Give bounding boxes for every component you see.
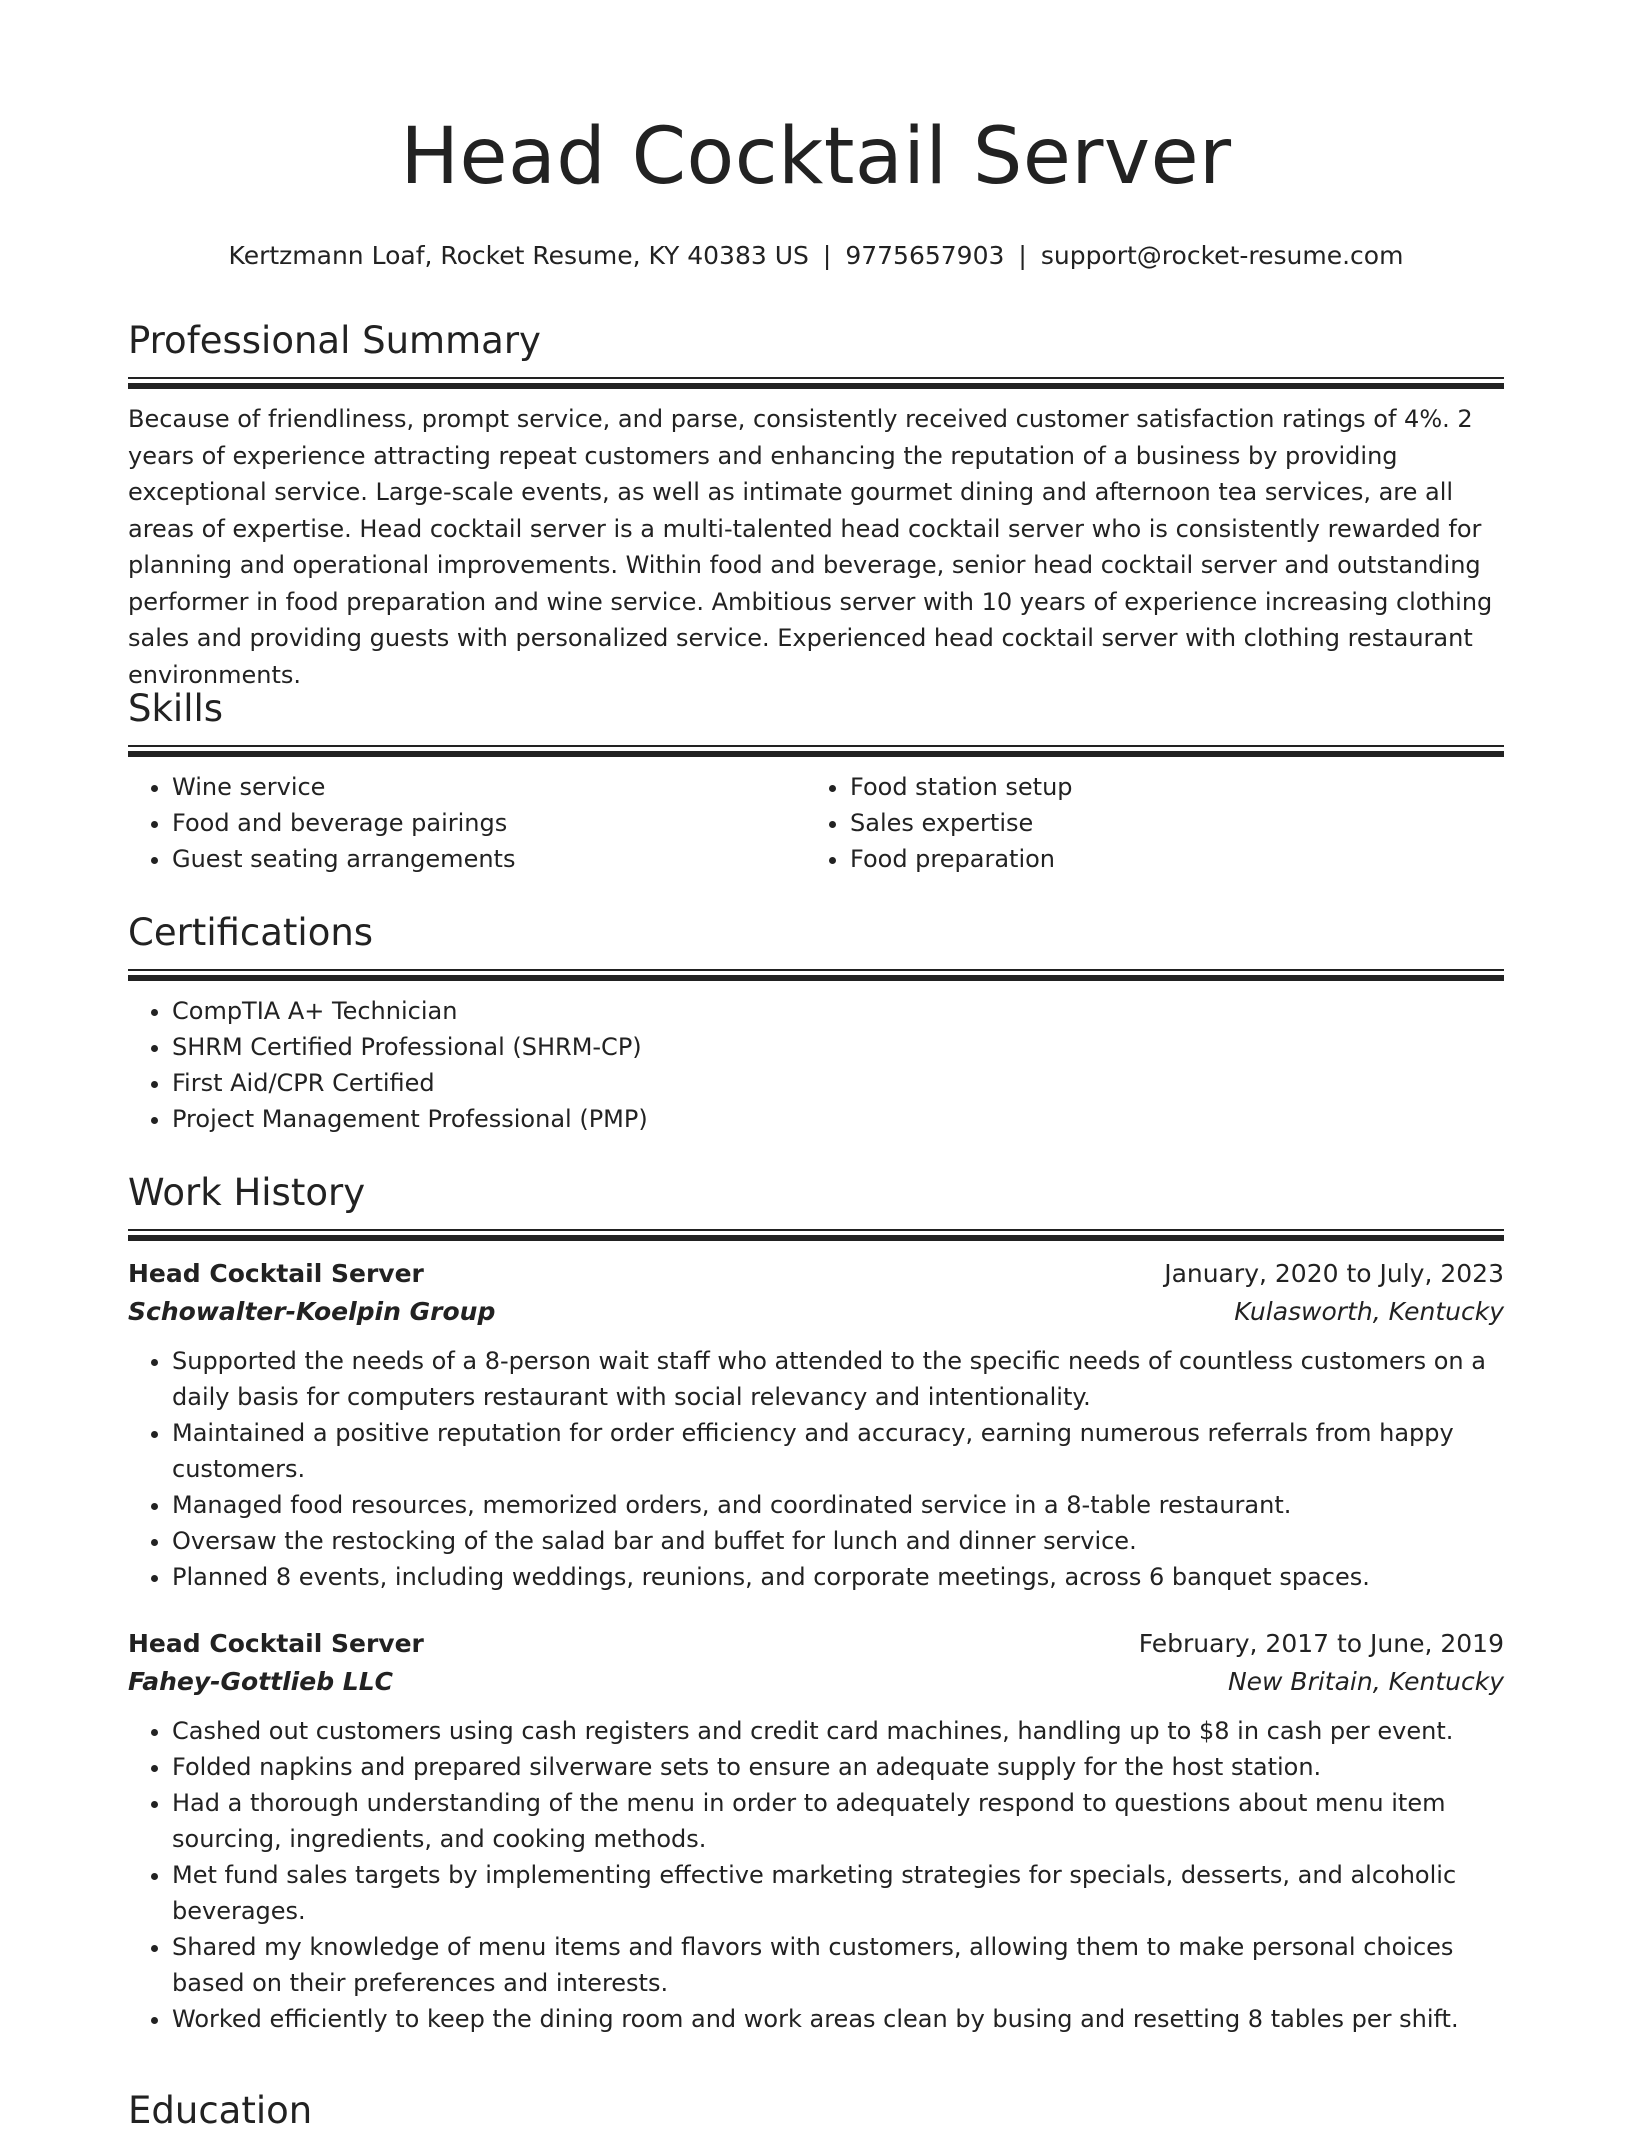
job-header-row [128, 1255, 1504, 1293]
contact-email[interactable]: support@rocket-resume.com [1040, 241, 1404, 270]
job-dates: January, 2020 to July, 2023 [1164, 1259, 1504, 1288]
job-company-row [128, 1663, 1504, 1701]
job-title: Head Cocktail Server [128, 1629, 424, 1658]
section-title-education: Education [128, 2089, 313, 2132]
skill-item: • Wine service [172, 769, 806, 805]
job-company: Schowalter-Koelpin Group [128, 1297, 496, 1326]
job-bullet: • Folded napkins and prepared silverware sets to ensure an adequate supply for the host station. [172, 1749, 1504, 1785]
skills-column-right [806, 769, 1484, 877]
section-summary [128, 318, 1504, 693]
skill-item: • Sales expertise [850, 805, 1484, 841]
skill-item: • Food and beverage pairings [172, 805, 806, 841]
summary-text: Because of friendliness, prompt service, and parse, consistently received customer satisfaction ratings of 4%. 2 years of experience attracting repeat customers and enhancing the reputation of a business by providing exceptional service. Large-scale events, as well as intimate gourmet dining and afternoon tea services, are all areas of expertise. Head cocktail server is a multi-talented head cocktail server who is consistently rewarded for planning and operational improvements. Within food and beverage, senior head cocktail server and outstanding performer in food preparation and wine service. Ambitious server with 10 years of experience increasing clothing sales and providing guests with personalized service. Experienced head cocktail server with clothing restaurant environments. [128, 405, 1493, 689]
section-divider [128, 1229, 1504, 1241]
job-location: Kulasworth, Kentucky [1234, 1297, 1504, 1326]
skill-item: • Food preparation [850, 841, 1484, 877]
job-header-row [128, 1625, 1504, 1663]
job-bullet: • Planned 8 events, including weddings, reunions, and corporate meetings, across 6 banquet spaces. [172, 1559, 1504, 1595]
section-certifications [128, 910, 1504, 1137]
job-bullets [128, 1713, 1504, 2037]
skill-item: • Food station setup [850, 769, 1484, 805]
job-bullet: • Shared my knowledge of menu items and flavors with customers, allowing them to make personal choices based on their preferences and interests. [172, 1929, 1504, 2001]
skill-item: • Guest seating arrangements [172, 841, 806, 877]
job-bullet: • Oversaw the restocking of the salad bar and buffet for lunch and dinner service. [172, 1523, 1504, 1559]
section-divider [128, 745, 1504, 757]
skills-column-left [128, 769, 806, 877]
resume-name: Head Cocktail Server [400, 112, 1232, 202]
certifications-list [128, 993, 1504, 1137]
job-company: Fahey-Gottlieb LLC [128, 1667, 394, 1696]
section-divider [128, 377, 1504, 389]
job-bullets [128, 1343, 1504, 1595]
job-bullet: • Worked efficiently to keep the dining room and work areas clean by busing and resetting 8 tables per shift. [172, 2001, 1504, 2037]
job-bullet: • Had a thorough understanding of the menu in order to adequately respond to questions about menu item sourcing, ingredients, and cooking methods. [172, 1785, 1504, 1857]
skills-grid [128, 769, 1504, 877]
section-work-history [128, 1170, 1504, 2037]
section-title-work-history: Work History [128, 1171, 366, 1214]
job-dates: February, 2017 to June, 2019 [1138, 1629, 1504, 1658]
contact-line [128, 240, 1504, 272]
contact-separator: | [1018, 241, 1027, 270]
section-skills [128, 686, 1504, 877]
job-bullet: • Maintained a positive reputation for order efficiency and accuracy, earning numerous referrals from happy customers. [172, 1415, 1504, 1487]
section-title-certifications: Certifications [128, 911, 374, 954]
job-entry [128, 1255, 1504, 1595]
certification-item: • SHRM Certified Professional (SHRM-CP) [172, 1029, 1504, 1065]
section-title-summary: Professional Summary [128, 319, 541, 362]
job-company-row [128, 1293, 1504, 1331]
contact-separator: | [822, 241, 832, 270]
section-divider [128, 969, 1504, 981]
contact-phone: 9775657903 [845, 241, 1005, 270]
job-bullet: • Managed food resources, memorized orders, and coordinated service in a 8-table restaurant. [172, 1487, 1504, 1523]
job-bullet: • Supported the needs of a 8-person wait staff who attended to the specific needs of countless customers on a daily basis for computers restaurant with social relevancy and intentionality. [172, 1343, 1504, 1415]
job-location: New Britain, Kentucky [1227, 1667, 1504, 1696]
section-education [128, 2088, 1504, 2134]
contact-address: Kertzmann Loaf, Rocket Resume, KY 40383 US [228, 241, 809, 270]
job-bullet: • Cashed out customers using cash registers and credit card machines, handling up to $8 in cash per event. [172, 1713, 1504, 1749]
job-title: Head Cocktail Server [128, 1259, 424, 1288]
job-entry [128, 1625, 1504, 2037]
job-bullet: • Met fund sales targets by implementing effective marketing strategies for specials, desserts, and alcoholic beverages. [172, 1857, 1504, 1929]
section-title-skills: Skills [128, 687, 224, 730]
certification-item: • Project Management Professional (PMP) [172, 1101, 1504, 1137]
certification-item: • CompTIA A+ Technician [172, 993, 1504, 1029]
certification-item: • First Aid/CPR Certified [172, 1065, 1504, 1101]
